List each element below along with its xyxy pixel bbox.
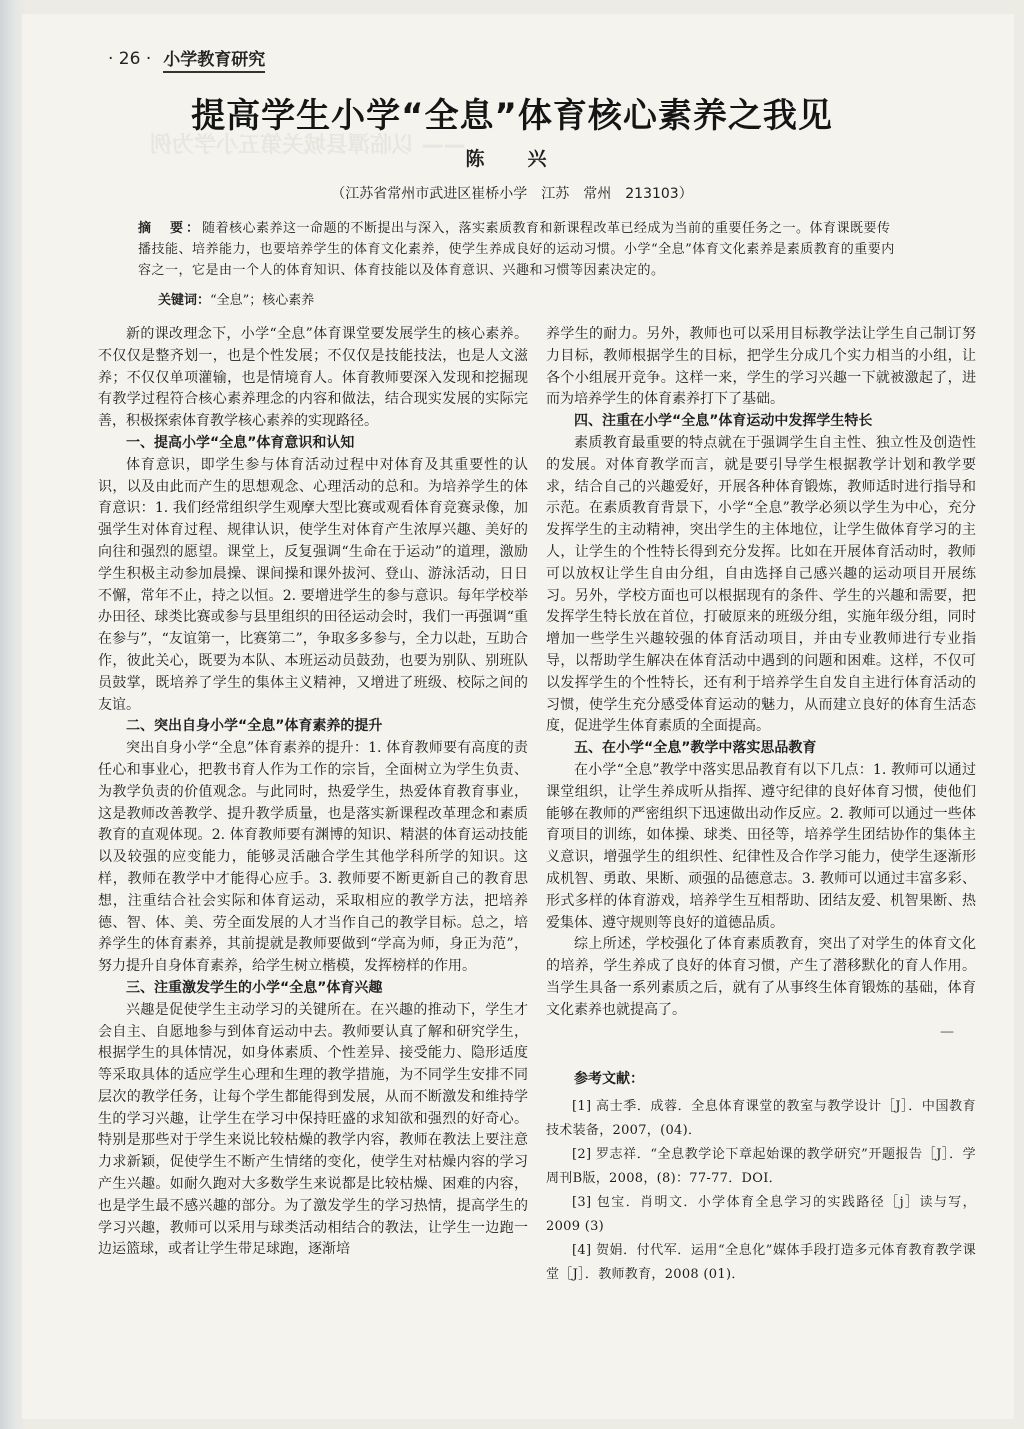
- journal-name: 小学教育研究: [163, 45, 265, 73]
- reference-item: [3] 包宝．肖明文．小学体育全息学习的实践路径［j］读与写，2009 (3): [546, 1195, 976, 1235]
- section-body-1: 体育意识，即学生参与体育活动过程中对体育及其重要性的认识，以及由此而产生的思想观念、心理活动的总和。为培养学生的体育意识：1. 我们经常组织学生观摩大型比赛或观看体育竞赛录像，加强学生对体育过程、规律认识，使学生对体育产生浓厚兴趣、美好的向往和强烈的愿望。课堂上，反复强调“生命在于运动”的道理，激励学生积极主动参加晨操、课间操和课外拔河、登山、游泳活动，日日不懈，常年不止，持之以恒。2. 要增进学生的参与意识。每年学校举办田径、球类比赛或参与县里组织的田径运动会时，我们一再强调“重在参与”，“友谊第一，比赛第二”，争取多多参与，全力以赴，互助合作，彼此关心，既要为本队、本班运动员鼓劲，也要为别队、别班队员鼓掌，既培养了学生的集体主义精神，又增进了班级、校际之间的友谊。: [98, 456, 528, 713]
- running-header: [108, 46, 265, 72]
- keywords-text: “全息”；核心素养: [210, 293, 315, 308]
- section-heading-1: 一、提高小学“全息”体育意识和认知: [126, 434, 355, 451]
- section-heading-5: 五、在小学“全息”教学中落实思品教育: [574, 740, 817, 757]
- section-heading-3: 三、注重激发学生的小学“全息”体育兴趣: [126, 979, 383, 996]
- section-body-2: 突出自身小学“全息”体育素养的提升：1. 体育教师要有高度的责任心和事业心，把教书育人作为工作的宗旨，全面树立为学生负责、为教学负责的价值观念。与此同时，热爱学生，热爱体育教育事业，这是教师改善教学、提升教学质量，也是落实新课程改革理念和素质教育的直观体现。2. 体育教师要有渊博的知识、精湛的体育运动技能以及较强的应变能力，能够灵活融合学生其他学科所学的知识。这样，教师在教学中才能得心应手。3. 教师要不断更新自己的教育思想，注重结合社会实际和体育运动，采取相应的教学方法，把培养德、智、体、美、劳全面发展的人才当作自己的教学目标。总之，培养学生的体育素养，其前提就是教师要做到“学高为师，身正为范”，努力提升自身体育素养，给学生树立楷模，发挥榜样的作用。: [98, 740, 528, 975]
- section-body-4: 素质教育最重要的特点就在于强调学生自主性、独立性及创造性的发展。对体育教学而言，就是要引导学生根据教学计划和教学要求，结合自己的兴趣爱好，开展各种体育锻炼，教师适时进行指导和示范。在素质教育背景下，小学“全息”教学必须以学生为中心，充分发挥学生的主动精神，突出学生的主体地位，让学生做体育学习的主人，让学生的个性特长得到充分发挥。比如在开展体育活动时，教师可以放权让学生自由分组，自由选择自己感兴趣的运动项目开展练习。另外，学校方面也可以根据现有的条件、学生的兴趣和需要，把发挥学生特长放在首位，打破原来的班级分组，实施年级分组，同时增加一些学生兴趣较强的体育活动项目，并由专业教师进行专业指导，以帮助学生解决在体育活动中遇到的问题和困难。这样，不仅可以发挥学生的个性特长，还有利于培养学生自发自主进行体育活动的习惯，使学生充分感受体育运动的魅力，从而建立良好的体育生活态度，促进学生体育素质的全面提高。: [546, 434, 976, 735]
- references: [546, 1069, 976, 1287]
- page-number: · 26 ·: [108, 49, 152, 69]
- keywords: [158, 289, 858, 308]
- section-body-3: 兴趣是促使学生主动学习的关键所在。在兴趣的推动下，学生才会自主、自愿地参与到体育运动中去。教师要认真了解和研究学生，根据学生的具体情况，如身体素质、个性差异、接受能力、隐形适度等采取具体的适应学生心理和生理的教学措施，为不同学生安排不同层次的教学任务，让每个学生都能得到发展，从而不断激发和维持学生的学习兴趣，让学生在学习中保持旺盛的求知欲和强烈的好奇心。特别是那些对于学生来说比较枯燥的教学内容，教师在教法上要注意力求新颖，促使学生不断产生情绪的变化，使学生对枯燥内容的学习产生兴趣。如耐久跑对大多数学生来说都是比较枯燥、困难的内容，也是学生最不感兴趣的部分。为了激发学生的学习热情，提高学生的学习兴趣，教师可以采用与球类活动相结合的教法，让学生一边跑一边运篮球，或者让学生带足球跑，逐渐培: [98, 1001, 528, 1258]
- section-body-3-continued: 养学生的耐力。另外，教师也可以采用目标教学法让学生自己制订努力目标，教师根据学生的目标，把学生分成几个实力相当的小组，让各个小组展开竞争。这样一来，学生的学习兴趣一下就被激起了，进而为培养学生的体育素养打下了基础。: [546, 326, 976, 408]
- right-column: [546, 324, 976, 1287]
- intro-paragraph: 新的课改理念下，小学“全息”体育课堂要发展学生的核心素养。不仅仅是整齐划一，也是个性发展；不仅仅是技能技法，也是人文滋养；不仅仅单项灌输，也是情境育人。体育教师要深入发现和挖掘现有教学过程符合核心素养理念的内容和做法，结合现实发展的实际完善，积极探索体育教学核心素养的实现路径。: [98, 326, 528, 430]
- reference-item: [2] 罗志祥．“全息教学论下章起始课的教学研究”开题报告［J］．学周刊B版，2008，(8)：77-77．DOI．: [546, 1147, 976, 1187]
- left-column: [98, 324, 528, 1261]
- keywords-label: 关键词：: [158, 293, 211, 308]
- conclusion-paragraph: 综上所述，学校强化了体育素质教育，突出了对学生的体育文化的培养，学生养成了良好的体育习惯，产生了潜移默化的育人作用。当学生具备一系列素质之后，就有了从事终生体育锻炼的基础，体育文化素养也就提高了。: [546, 936, 976, 1018]
- article-title: 提高学生小学“全息”体育核心素养之我见: [191, 96, 833, 136]
- author-affiliation: （江苏省常州市武进区崔桥小学 江苏 常州 213103）: [331, 186, 693, 202]
- abstract-text: 随着核心素养这一命题的不断提出与深入，落实素质教育和新课程改革已经成为当前的重要任务之一。体育课既要传播技能、培养能力，也要培养学生的体育文化素养，使学生养成良好的运动习惯。小学“全息”体育文化素养是素质教育的重要内容之一，它是由一个人的体育知识、体育技能以及体育意识、兴趣和习惯等因素决定的。: [138, 221, 895, 278]
- reference-item: [4] 贺娟．付代军．运用“全息化”媒体手段打造多元体育教育教学课堂［J］．教师教育，2008 (01)．: [546, 1243, 976, 1283]
- abstract-label: 摘 要：: [138, 221, 203, 236]
- abstract: [138, 218, 898, 281]
- section-heading-2: 二、突出自身小学“全息”体育素养的提升: [126, 718, 383, 735]
- references-heading: 参考文献：: [574, 1071, 644, 1088]
- author-name: 陈 兴: [465, 148, 559, 170]
- end-mark: —: [940, 1023, 954, 1040]
- section-heading-4: 四、注重在小学“全息”体育运动中发挥学生特长: [574, 413, 873, 430]
- section-body-5: 在小学“全息”教学中落实思品教育有以下几点：1. 教师可以通过课堂组织，让学生养成听从指挥、遵守纪律的良好体育习惯，使他们能够在教师的严密组织下迅速做出动作反应。2. 教师可以通过一些体育项目的训练，如体操、球类、田径等，培养学生团结协作的集体主义意识，增强学生的组织性、纪律性及合作学习能力，使学生逐渐形成机智、勇敢、果断、顽强的品德意志。3. 教师可以通过丰富多彩、形式多样的体育游戏，培养学生互相帮助、团结友爱、机智果断、热爱集体、遵守规则等良好的道德品质。: [546, 761, 976, 931]
- reference-item: [1] 高士季．成蓉．全息体育课堂的教室与教学设计［J］．中国教育技术装备，2007，(04)．: [546, 1099, 976, 1139]
